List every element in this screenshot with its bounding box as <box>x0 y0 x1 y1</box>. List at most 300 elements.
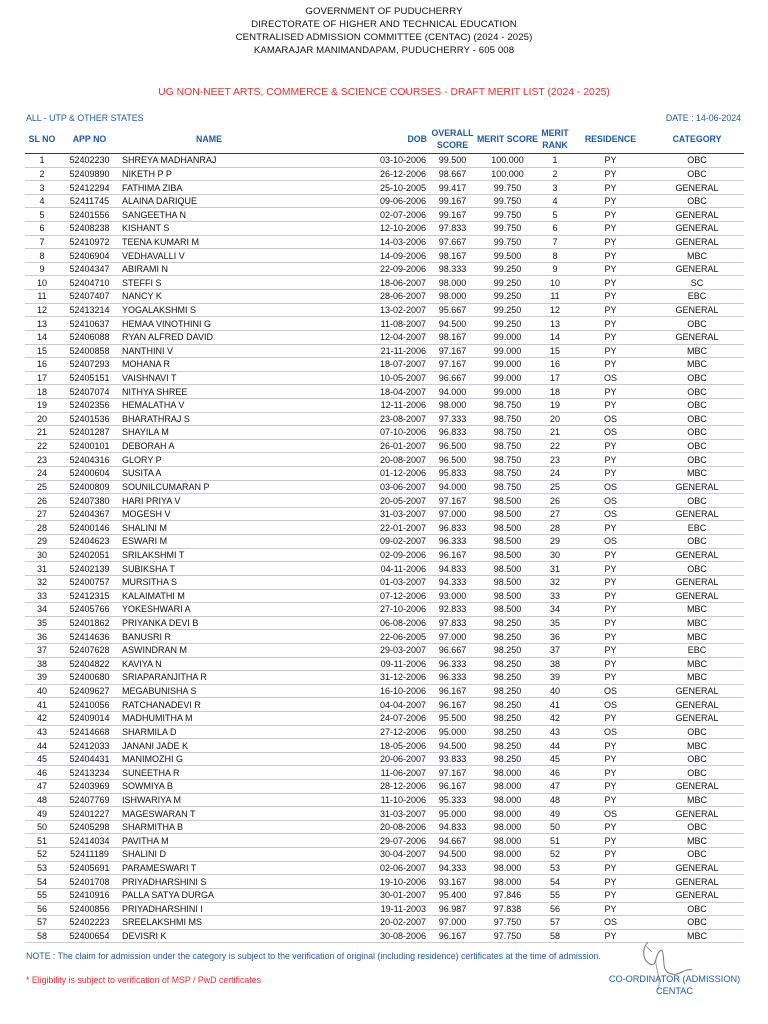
cell-merit-rank: 4 <box>539 194 571 208</box>
cell-merit-rank: 25 <box>539 480 571 494</box>
cell-residence: PY <box>571 276 650 290</box>
cell-merit-rank: 54 <box>539 875 571 889</box>
table-row <box>25 684 744 698</box>
cell-residence: OS <box>571 412 650 426</box>
cell-merit-rank: 1 <box>539 154 571 168</box>
cell-dob: 11-10-2006 <box>298 793 429 807</box>
cell-merit-rank: 14 <box>539 330 571 344</box>
cell-name: HARI PRIYA V <box>120 494 298 508</box>
cell-merit-rank: 32 <box>539 575 571 589</box>
cell-sl-no: 47 <box>25 780 59 794</box>
cell-category: MBC <box>650 671 744 685</box>
cell-residence: PY <box>571 603 650 617</box>
table-row <box>25 657 744 671</box>
cell-merit-rank: 13 <box>539 317 571 331</box>
cell-category: OBC <box>650 317 744 331</box>
cell-dob: 12-04-2007 <box>298 330 429 344</box>
cell-app-no: 52400809 <box>59 480 120 494</box>
cell-category: EBC <box>650 643 744 657</box>
cell-name: YOGALAKSHMI S <box>120 303 298 317</box>
cell-sl-no: 14 <box>25 330 59 344</box>
cell-residence: PY <box>571 548 650 562</box>
table-header-row <box>25 124 744 154</box>
cell-residence: PY <box>571 793 650 807</box>
cell-overall-score: 98.167 <box>429 330 476 344</box>
cell-dob: 04-04-2007 <box>298 698 429 712</box>
cell-overall-score: 96.333 <box>429 535 476 549</box>
cell-name: NANTHINI V <box>120 344 298 358</box>
cell-overall-score: 95.333 <box>429 793 476 807</box>
cell-residence: OS <box>571 698 650 712</box>
cell-residence: PY <box>571 249 650 263</box>
cell-name: SHARMILA D <box>120 725 298 739</box>
cell-overall-score: 94.333 <box>429 575 476 589</box>
cell-category: OBC <box>650 194 744 208</box>
cell-residence: OS <box>571 916 650 930</box>
cell-category: OBC <box>650 412 744 426</box>
cell-merit-rank: 6 <box>539 222 571 236</box>
cell-name: DEBORAH A <box>120 439 298 453</box>
cell-category: OBC <box>650 439 744 453</box>
cell-merit-score: 98.250 <box>476 725 539 739</box>
cell-name: KISHANT S <box>120 222 298 236</box>
cell-merit-rank: 34 <box>539 603 571 617</box>
table-row <box>25 154 744 168</box>
cell-residence: PY <box>571 562 650 576</box>
cell-app-no: 52410916 <box>59 888 120 902</box>
cell-residence: PY <box>571 929 650 943</box>
table-row <box>25 780 744 794</box>
cell-app-no: 52406904 <box>59 249 120 263</box>
cell-category: MBC <box>650 834 744 848</box>
cell-name: SREELAKSHMI MS <box>120 916 298 930</box>
cell-overall-score: 92.833 <box>429 603 476 617</box>
cell-overall-score: 96.500 <box>429 453 476 467</box>
cell-app-no: 52410056 <box>59 698 120 712</box>
cell-merit-score: 98.750 <box>476 453 539 467</box>
cell-category: MBC <box>650 358 744 372</box>
cell-merit-rank: 29 <box>539 535 571 549</box>
cell-app-no: 52407293 <box>59 358 120 372</box>
cell-merit-score: 98.500 <box>476 562 539 576</box>
cell-merit-rank: 53 <box>539 861 571 875</box>
cell-category: MBC <box>650 616 744 630</box>
cell-dob: 27-10-2006 <box>298 603 429 617</box>
cell-merit-score: 98.250 <box>476 630 539 644</box>
cell-residence: PY <box>571 344 650 358</box>
cell-merit-score: 99.250 <box>476 262 539 276</box>
cell-name: BHARATHRAJ S <box>120 412 298 426</box>
cell-dob: 20-08-2007 <box>298 453 429 467</box>
cell-merit-rank: 46 <box>539 766 571 780</box>
cell-merit-rank: 41 <box>539 698 571 712</box>
table-row <box>25 439 744 453</box>
coordinator-org: CENTAC <box>655 986 694 996</box>
cell-overall-score: 95.400 <box>429 888 476 902</box>
cell-merit-rank: 43 <box>539 725 571 739</box>
cell-residence: PY <box>571 439 650 453</box>
cell-category: GENERAL <box>650 698 744 712</box>
table-row <box>25 711 744 725</box>
cell-category: GENERAL <box>650 807 744 821</box>
cell-sl-no: 7 <box>25 235 59 249</box>
cell-sl-no: 49 <box>25 807 59 821</box>
table-row <box>25 834 744 848</box>
cell-merit-score: 98.000 <box>476 848 539 862</box>
cell-merit-score: 99.000 <box>476 344 539 358</box>
cell-category: MBC <box>650 630 744 644</box>
cell-name: JANANI JADE K <box>120 739 298 753</box>
cell-app-no: 52400680 <box>59 671 120 685</box>
cell-dob: 07-12-2006 <box>298 589 429 603</box>
cell-residence: PY <box>571 398 650 412</box>
cell-category: OBC <box>650 766 744 780</box>
cell-overall-score: 96.167 <box>429 698 476 712</box>
cell-overall-score: 97.833 <box>429 616 476 630</box>
cell-overall-score: 96.333 <box>429 671 476 685</box>
cell-dob: 30-01-2007 <box>298 888 429 902</box>
cell-sl-no: 28 <box>25 521 59 535</box>
cell-app-no: 52411189 <box>59 848 120 862</box>
cell-merit-rank: 9 <box>539 262 571 276</box>
cell-category: EBC <box>650 521 744 535</box>
cell-merit-score: 98.250 <box>476 752 539 766</box>
cell-dob: 12-10-2006 <box>298 222 429 236</box>
cell-merit-score: 98.750 <box>476 467 539 481</box>
cell-sl-no: 10 <box>25 276 59 290</box>
cell-merit-rank: 5 <box>539 208 571 222</box>
cell-name: SOWMIYA B <box>120 780 298 794</box>
cell-merit-score: 98.000 <box>476 780 539 794</box>
cell-dob: 19-10-2006 <box>298 875 429 889</box>
cell-residence: PY <box>571 575 650 589</box>
cell-app-no: 52402230 <box>59 154 120 168</box>
cell-app-no: 52400604 <box>59 467 120 481</box>
table-row <box>25 902 744 916</box>
table-row <box>25 317 744 331</box>
cell-dob: 22-09-2006 <box>298 262 429 276</box>
cell-merit-rank: 20 <box>539 412 571 426</box>
cell-merit-score: 99.500 <box>476 249 539 263</box>
cell-overall-score: 93.833 <box>429 752 476 766</box>
cell-merit-score: 98.250 <box>476 711 539 725</box>
cell-name: SRILAKSHMI T <box>120 548 298 562</box>
cell-merit-rank: 7 <box>539 235 571 249</box>
cell-sl-no: 4 <box>25 194 59 208</box>
cell-overall-score: 96.333 <box>429 657 476 671</box>
cell-app-no: 52406088 <box>59 330 120 344</box>
cell-residence: PY <box>571 739 650 753</box>
cell-residence: PY <box>571 616 650 630</box>
cell-sl-no: 17 <box>25 371 59 385</box>
cell-merit-rank: 31 <box>539 562 571 576</box>
table-row <box>25 330 744 344</box>
cell-name: PALLA SATYA DURGA <box>120 888 298 902</box>
cell-merit-rank: 40 <box>539 684 571 698</box>
cell-sl-no: 8 <box>25 249 59 263</box>
cell-sl-no: 12 <box>25 303 59 317</box>
table-row <box>25 194 744 208</box>
cell-merit-rank: 11 <box>539 290 571 304</box>
cell-category: MBC <box>650 793 744 807</box>
cell-category: GENERAL <box>650 589 744 603</box>
table-row <box>25 616 744 630</box>
table-row <box>25 671 744 685</box>
cell-name: DEVISRI K <box>120 929 298 943</box>
cell-dob: 28-12-2006 <box>298 780 429 794</box>
cell-merit-score: 99.000 <box>476 330 539 344</box>
cell-dob: 23-08-2007 <box>298 412 429 426</box>
cell-overall-score: 99.500 <box>429 154 476 168</box>
cell-overall-score: 95.667 <box>429 303 476 317</box>
cell-overall-score: 94.833 <box>429 562 476 576</box>
cell-category: OBC <box>650 453 744 467</box>
table-row <box>25 630 744 644</box>
cell-merit-score: 98.750 <box>476 480 539 494</box>
table-row <box>25 385 744 399</box>
table-row <box>25 643 744 657</box>
cell-dob: 28-06-2007 <box>298 290 429 304</box>
cell-dob: 02-06-2007 <box>298 861 429 875</box>
cell-category: MBC <box>650 657 744 671</box>
cell-app-no: 52400856 <box>59 902 120 916</box>
cell-overall-score: 96.833 <box>429 426 476 440</box>
column-header-merit-score: MERIT SCORE <box>476 124 539 154</box>
eligibility-note: * Eligibility is subject to verification of MSP / PwD certificates <box>26 975 261 985</box>
cell-app-no: 52413214 <box>59 303 120 317</box>
cell-overall-score: 94.333 <box>429 861 476 875</box>
cell-sl-no: 46 <box>25 766 59 780</box>
cell-sl-no: 26 <box>25 494 59 508</box>
cell-merit-score: 98.500 <box>476 603 539 617</box>
cell-merit-score: 98.750 <box>476 398 539 412</box>
cell-residence: PY <box>571 290 650 304</box>
cell-merit-rank: 3 <box>539 181 571 195</box>
cell-residence: PY <box>571 521 650 535</box>
cell-sl-no: 18 <box>25 385 59 399</box>
cell-residence: PY <box>571 181 650 195</box>
cell-dob: 10-05-2007 <box>298 371 429 385</box>
cell-merit-score: 98.000 <box>476 861 539 875</box>
cell-overall-score: 96.500 <box>429 439 476 453</box>
column-header-sl-no: SL NO <box>25 124 59 154</box>
cell-app-no: 52412033 <box>59 739 120 753</box>
column-header-name: NAME <box>120 124 298 154</box>
cell-merit-rank: 17 <box>539 371 571 385</box>
table-row <box>25 807 744 821</box>
cell-sl-no: 20 <box>25 412 59 426</box>
category-scope: ALL - UTP & OTHER STATES <box>26 113 144 123</box>
cell-name: BANUSRI R <box>120 630 298 644</box>
table-row <box>25 739 744 753</box>
cell-residence: PY <box>571 820 650 834</box>
cell-app-no: 52404347 <box>59 262 120 276</box>
cell-sl-no: 54 <box>25 875 59 889</box>
cell-merit-score: 99.750 <box>476 181 539 195</box>
cell-merit-score: 99.750 <box>476 194 539 208</box>
cell-dob: 24-07-2006 <box>298 711 429 725</box>
cell-sl-no: 9 <box>25 262 59 276</box>
cell-app-no: 52412294 <box>59 181 120 195</box>
cell-merit-rank: 12 <box>539 303 571 317</box>
cell-residence: PY <box>571 154 650 168</box>
cell-name: ASWINDRAN M <box>120 643 298 657</box>
cell-merit-rank: 10 <box>539 276 571 290</box>
cell-merit-score: 97.846 <box>476 888 539 902</box>
cell-merit-score: 98.000 <box>476 834 539 848</box>
cell-overall-score: 97.333 <box>429 412 476 426</box>
cell-name: SANGEETHA N <box>120 208 298 222</box>
cell-merit-rank: 35 <box>539 616 571 630</box>
cell-merit-rank: 33 <box>539 589 571 603</box>
cell-overall-score: 96.167 <box>429 929 476 943</box>
cell-dob: 03-06-2007 <box>298 480 429 494</box>
table-row <box>25 276 744 290</box>
cell-category: EBC <box>650 290 744 304</box>
cell-sl-no: 2 <box>25 167 59 181</box>
cell-dob: 18-05-2006 <box>298 739 429 753</box>
table-row <box>25 453 744 467</box>
cell-overall-score: 96.667 <box>429 371 476 385</box>
cell-app-no: 52407407 <box>59 290 120 304</box>
cell-overall-score: 94.667 <box>429 834 476 848</box>
table-row <box>25 603 744 617</box>
cell-name: PRIYADHARSHINI I <box>120 902 298 916</box>
cell-residence: PY <box>571 711 650 725</box>
cell-app-no: 52412315 <box>59 589 120 603</box>
cell-overall-score: 96.167 <box>429 548 476 562</box>
cell-residence: PY <box>571 902 650 916</box>
cell-name: STEFFI S <box>120 276 298 290</box>
cell-app-no: 52407628 <box>59 643 120 657</box>
cell-sl-no: 19 <box>25 398 59 412</box>
cell-merit-score: 99.250 <box>476 317 539 331</box>
cell-merit-score: 98.750 <box>476 426 539 440</box>
cell-category: GENERAL <box>650 861 744 875</box>
table-row <box>25 262 744 276</box>
cell-category: OBC <box>650 494 744 508</box>
cell-sl-no: 56 <box>25 902 59 916</box>
cell-category: GENERAL <box>650 780 744 794</box>
cell-name: TEENA KUMARI M <box>120 235 298 249</box>
cell-category: OBC <box>650 167 744 181</box>
cell-sl-no: 27 <box>25 507 59 521</box>
cell-overall-score: 98.333 <box>429 262 476 276</box>
cell-overall-score: 99.167 <box>429 208 476 222</box>
table-row <box>25 725 744 739</box>
cell-merit-score: 98.500 <box>476 535 539 549</box>
cell-merit-score: 99.250 <box>476 290 539 304</box>
cell-name: NITHYA SHREE <box>120 385 298 399</box>
cell-sl-no: 32 <box>25 575 59 589</box>
cell-merit-score: 97.750 <box>476 929 539 943</box>
cell-merit-score: 98.750 <box>476 412 539 426</box>
cell-residence: PY <box>571 453 650 467</box>
cell-name: MURSITHA S <box>120 575 298 589</box>
cell-merit-rank: 18 <box>539 385 571 399</box>
cell-overall-score: 94.500 <box>429 739 476 753</box>
cell-overall-score: 94.500 <box>429 848 476 862</box>
cell-app-no: 52410972 <box>59 235 120 249</box>
cell-name: SRIAPARANJITHA R <box>120 671 298 685</box>
cell-merit-score: 98.500 <box>476 507 539 521</box>
cell-sl-no: 21 <box>25 426 59 440</box>
cell-merit-score: 100.000 <box>476 167 539 181</box>
cell-merit-rank: 28 <box>539 521 571 535</box>
cell-sl-no: 1 <box>25 154 59 168</box>
cell-dob: 20-08-2006 <box>298 820 429 834</box>
cell-overall-score: 97.167 <box>429 344 476 358</box>
cell-merit-score: 98.000 <box>476 766 539 780</box>
cell-sl-no: 35 <box>25 616 59 630</box>
coordinator-title: CO-ORDINATOR (ADMISSION) <box>608 974 741 984</box>
cell-app-no: 52401287 <box>59 426 120 440</box>
cell-category: GENERAL <box>650 303 744 317</box>
cell-residence: PY <box>571 657 650 671</box>
cell-residence: PY <box>571 330 650 344</box>
cell-app-no: 52402051 <box>59 548 120 562</box>
cell-dob: 30-04-2007 <box>298 848 429 862</box>
cell-app-no: 52402139 <box>59 562 120 576</box>
cell-name: VAISHNAVI T <box>120 371 298 385</box>
cell-name: NIKETH P P <box>120 167 298 181</box>
cell-app-no: 52407769 <box>59 793 120 807</box>
cell-name: PARAMESWARI T <box>120 861 298 875</box>
cell-overall-score: 97.167 <box>429 494 476 508</box>
cell-category: MBC <box>650 344 744 358</box>
cell-merit-rank: 2 <box>539 167 571 181</box>
header-directorate: DIRECTORATE OF HIGHER AND TECHNICAL EDUCATION <box>251 19 517 30</box>
cell-category: GENERAL <box>650 330 744 344</box>
cell-name: PRIYADHARSHINI S <box>120 875 298 889</box>
cell-dob: 01-12-2006 <box>298 467 429 481</box>
cell-merit-score: 99.250 <box>476 276 539 290</box>
cell-app-no: 52401862 <box>59 616 120 630</box>
cell-merit-score: 98.250 <box>476 698 539 712</box>
cell-app-no: 52404623 <box>59 535 120 549</box>
cell-dob: 31-03-2007 <box>298 807 429 821</box>
cell-merit-rank: 15 <box>539 344 571 358</box>
cell-sl-no: 15 <box>25 344 59 358</box>
cell-dob: 04-11-2006 <box>298 562 429 576</box>
cell-category: OBC <box>650 154 744 168</box>
column-header-dob: DOB <box>298 124 429 154</box>
cell-residence: OS <box>571 535 650 549</box>
cell-residence: PY <box>571 303 650 317</box>
cell-dob: 22-01-2007 <box>298 521 429 535</box>
cell-app-no: 52414668 <box>59 725 120 739</box>
cell-category: GENERAL <box>650 262 744 276</box>
cell-merit-rank: 24 <box>539 467 571 481</box>
cell-merit-score: 99.750 <box>476 208 539 222</box>
cell-sl-no: 58 <box>25 929 59 943</box>
cell-merit-score: 98.250 <box>476 657 539 671</box>
cell-app-no: 52401556 <box>59 208 120 222</box>
cell-residence: PY <box>571 589 650 603</box>
cell-category: OBC <box>650 752 744 766</box>
cell-overall-score: 95.000 <box>429 725 476 739</box>
cell-category: OBC <box>650 902 744 916</box>
cell-sl-no: 34 <box>25 603 59 617</box>
cell-merit-score: 98.500 <box>476 494 539 508</box>
cell-sl-no: 45 <box>25 752 59 766</box>
cell-name: FATHIMA ZIBA <box>120 181 298 195</box>
table-row <box>25 167 744 181</box>
cell-sl-no: 33 <box>25 589 59 603</box>
cell-residence: OS <box>571 480 650 494</box>
cell-dob: 14-03-2006 <box>298 235 429 249</box>
cell-name: GLORY P <box>120 453 298 467</box>
